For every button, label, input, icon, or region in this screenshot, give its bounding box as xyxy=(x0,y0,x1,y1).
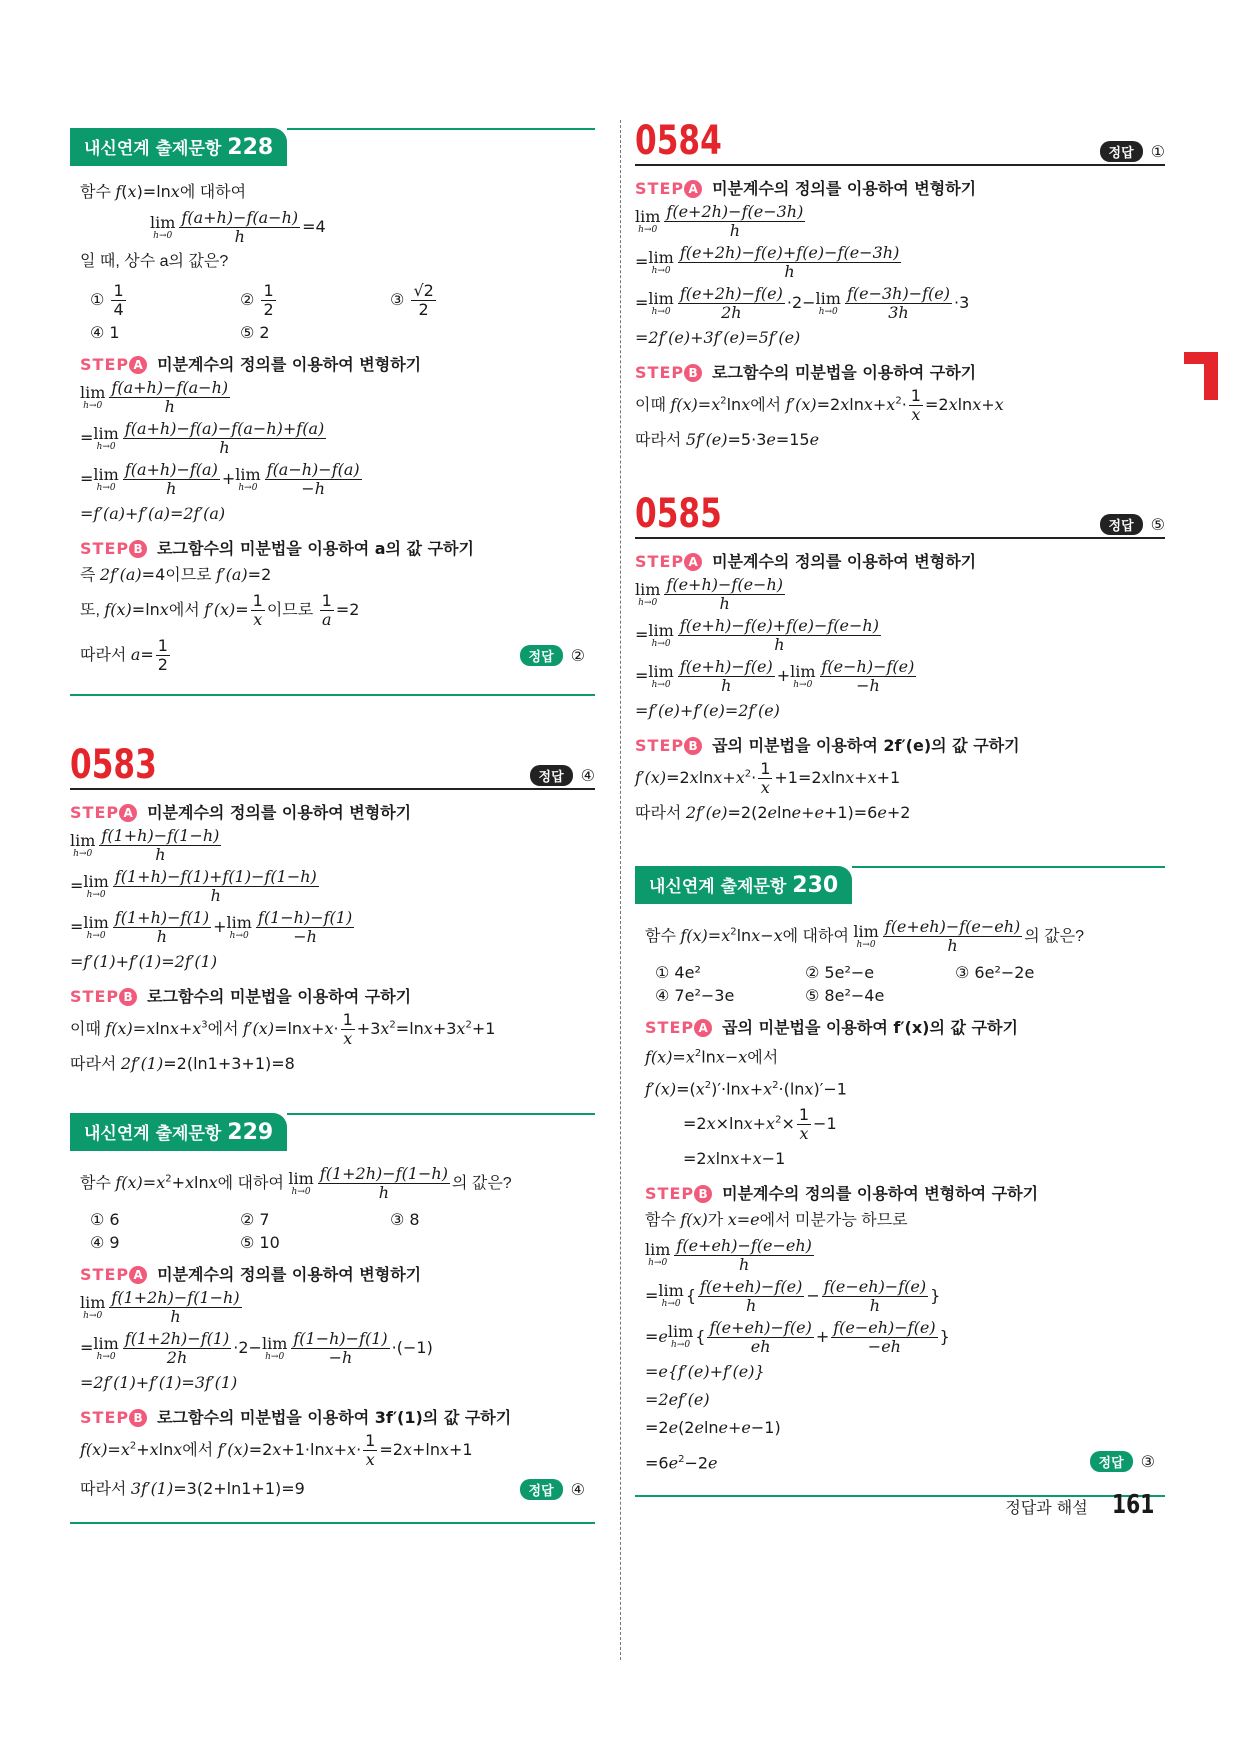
step-a: STEP A 미분계수의 정의를 이용하여 변형하기 xyxy=(70,803,412,822)
answer-228: 정답 ② xyxy=(520,645,585,666)
choice-3: ③ 8 xyxy=(390,1210,420,1229)
step-a: STEP A 미분계수의 정의를 이용하여 변형하기 xyxy=(80,355,422,374)
choice-5: ⑤ 8e²−4e xyxy=(805,986,885,1005)
choice-5: ⑤ 2 xyxy=(240,323,270,342)
problem-number: 0585 xyxy=(635,491,722,537)
step-b: STEP B 로그함수의 미분법을 이용하여 a의 값 구하기 xyxy=(80,539,474,558)
problem-number: 0584 xyxy=(635,118,722,164)
problem-number: 0583 xyxy=(70,742,157,788)
step-b: STEP B 로그함수의 미분법을 이용하여 구하기 xyxy=(70,987,412,1006)
answer-230: 정답 ③ xyxy=(1090,1451,1155,1472)
naeshin-box-title: 내신연계 출제문항 229 xyxy=(70,1113,287,1151)
footer-label: 정답과 해설 xyxy=(1005,1498,1088,1517)
problem-text: 함수 $f(x)=x^2+xlnx$에 대하여 lim h→0 $\frac{f(1+2h)-f(1-h)}{h}$ 의 값은? xyxy=(80,1164,512,1202)
choice-4: ④ 7e²−3e xyxy=(655,986,735,1005)
column-divider xyxy=(620,120,621,1660)
problem-0585: 0585 정답 ⑤ STEP A 미분계수의 정의를 이용하여 변형하기 lim h→0 $\frac{f(e+h)-f(e-h)}{h}$ = lim h→0 $\frac{f(e+h)-f(e)+f(e)-f(e-h)}{h}$ = lim h→0 $\frac{f(e+h)-f(e)}{h}$ + lim h→0 $\frac{f(e-h)-f(e)}{-h}$ =f′(e)+f′(e)=2f′(e) STEP B 곱의 미분법을 이용하여 2f′(e)의 값 구하기 $f'(x)=2xlnx+x^2\cdot$ $\frac{1}{x}$ +1=2xlnx+x+1 따라서 2f′(e)=2(2elne+e+1)=6e+2 xyxy=(635,491,1165,822)
answer-229: 정답 ④ xyxy=(520,1479,585,1500)
answer-0585: 정답 ⑤ xyxy=(1100,514,1165,535)
answer-choices xyxy=(90,282,585,342)
step-a: STEP A 미분계수의 정의를 이용하여 변형하기 xyxy=(635,179,977,198)
choice-3: ③ $\frac{√2}{2}$ xyxy=(390,281,434,319)
step-a: STEP A 곱의 미분법을 이용하여 f′(x)의 값 구하기 xyxy=(645,1018,1018,1037)
problem-equation: lim h→0 $\frac{f(a+h)-f(a-h)}{h}$ =4 xyxy=(150,208,326,246)
problem-0583: 0583 정답 ④ STEP A 미분계수의 정의를 이용하여 변형하기 lim h→0 $\frac{f(1+h)-f(1-h)}{h}$ = lim h→0 $\frac{f(1+h)-f(1)+f(1)-f(1-h)}{h}$ = lim h→0 $\frac{f(1+h)-f(1)}{h}$ + lim h→0 $\frac{f(1-h)-f(1)}{-h}$ =f′(1)+f′(1)=2f′(1) STEP B 로그함수의 미분법을 이용하여 구하기 이때 $f(x)=xlnx+x^3$에서 f′(x)=lnx+x· $\frac{1}{x}$ $+3x^2=\ln x+3x^2+1$ 따라서 2f′(1)=2(ln1+3+1)=8 xyxy=(70,742,595,1073)
naeshin-box-title: 내신연계 출제문항 228 xyxy=(70,128,287,166)
choice-2: ② $\frac{1}{2}$ xyxy=(240,281,274,319)
step-b: STEP B 로그함수의 미분법을 이용하여 구하기 xyxy=(635,363,977,382)
naeshin-box-229: 내신연계 출제문항 229 함수 $f(x)=x^2+xlnx$에 대하여 lim h→0 $\frac{f(1+2h)-f(1-h)}{h}$ 의 값은? ① 6 ② 7 ③ 8 ④ 9 ⑤ 10 STEP A 미분계수의 정의를 이용하여 변형하기 lim h→0 $\frac{f(1+2h)-f(1-h)}{h}$ = lim h→0 $\frac{f(1+2h)-f(1)}{2h}$ ·2− lim h→0 $\frac{f(1-h)-f(1)}{-h}$ ·(−1) =2f′(1)+f′(1)=3f′(1) STEP B 로그함수의 미분법을 이용하여 3f′(1)의 값 구하기 $f(x)=x^2+xlnx$에서 f′(x)=2x+1·lnx+x· $\frac{1}{x}$ =2x+lnx+1 따라서 3f′(1)=3(2+ln1+1)=9 정답 ④ xyxy=(70,1113,595,1524)
step-b: STEP B 미분계수의 정의를 이용하여 변형하여 구하기 xyxy=(645,1183,1039,1203)
answer-0584: 정답 ① xyxy=(1100,141,1165,162)
step-b: STEP B 곱의 미분법을 이용하여 2f′(e)의 값 구하기 xyxy=(635,736,1020,755)
left-column xyxy=(70,120,595,1524)
choice-4: ④ 9 xyxy=(90,1233,120,1252)
right-column xyxy=(635,120,1165,1497)
naeshin-box-230: 내신연계 출제문항 230 함수 $f(x)=x^2\ln x-x$에 대하여 lim h→0 $\frac{f(e+eh)-f(e-eh)}{h}$ 의 값은? ① 4e² ② 5e²−e ③ 6e²−2e ④ 7e²−3e ⑤ 8e²−4e STEP A 곱의 미분법을 이용하여 f′(x)의 값 구하기 $f(x)=x^2\ln x-x$에서 $f'(x)=(x^2)'\cdot\ln x+x^2\cdot(\ln x)'-1$ $=2x\times\ln x+x^2\times$ $\frac{1}{x}$ −1 =2xlnx+x−1 STEP B 미분계수의 정의를 이용하여 변형하여 구하기 함수 f(x)가 x=e에서 미분가능 하므로 lim h→0 $\frac{f(e+eh)-f(e-eh)}{h}$ = lim h→0 { $\frac{f(e+eh)-f(e)}{h}$ − $\frac{f(e-eh)-f(e)}{h}$ } =e lim h→0 { $\frac{f(e+eh)-f(e)}{eh}$ + $\frac{f(e-eh)-f(e)}{-eh}$ } =e{f′(e)+f′(e)} =2ef′(e) =2e(2elne+e−1) $=6e^2-2e$ 정답 ③ xyxy=(635,866,1165,1497)
choice-1: ① 6 xyxy=(90,1210,120,1229)
choice-1: ① $\frac{1}{4}$ xyxy=(90,281,124,319)
problem-text: 함수 f(x)=lnx에 대하여 xyxy=(80,182,247,201)
page-footer xyxy=(1005,1490,1160,1520)
answer-0583: 정답 ④ xyxy=(530,765,595,786)
chapter-tab-marker-bar xyxy=(1204,352,1218,400)
problem-text: 함수 $f(x)=x^2\ln x-x$에 대하여 lim h→0 $\frac{f(e+eh)-f(e-eh)}{h}$ 의 값은? xyxy=(645,917,1084,955)
choice-5: ⑤ 10 xyxy=(240,1233,280,1252)
page-number: 161 xyxy=(1111,1490,1155,1520)
step-a: STEP A 미분계수의 정의를 이용하여 변형하기 xyxy=(635,552,977,571)
choice-4: ④ 1 xyxy=(90,323,120,342)
naeshin-box-228: 내신연계 출제문항 228 함수 f(x)=lnx에 대하여 lim h→0 $\frac{f(a+h)-f(a-h)}{h}$ =4 일 때, 상수 a의 값은? ① $\frac{1}{4}$ ② $\frac{1}{2}$ ③ $\frac{√2}{2}$ ④ 1 ⑤ 2 STEP A 미분계수의 정의를 이용하여 변형하기 lim h→0 $\frac{f(a+h)-f(a-h)}{h}$ = lim h→0 $\frac{f(a+h)-f(a)-f(a-h)+f(a)}{h}$ = lim h→0 $\frac{f(a+h)-f(a)}{h}$ + lim h→0 $\frac{f(a-h)-f(a)}{-h}$ =f′(a)+f′(a)=2f′(a) STEP B 로그함수의 미분법을 이용하여 a의 값 구하기 즉 2f′(a)=4이므로 f′(a)=2 또, f(x)=lnx에서 f′(x)= $\frac{1}{x}$ 이므로 $\frac{1}{a}$ =2 따라서 a= $\frac{1}{2}$ 정답 ② xyxy=(70,128,595,696)
step-b: STEP B 로그함수의 미분법을 이용하여 3f′(1)의 값 구하기 xyxy=(80,1408,512,1427)
naeshin-box-title: 내신연계 출제문항 230 xyxy=(635,866,852,904)
choice-2: ② 7 xyxy=(240,1210,270,1229)
choice-2: ② 5e²−e xyxy=(805,963,875,982)
choice-1: ① 4e² xyxy=(655,963,701,982)
problem-0584: 0584 정답 ① STEP A 미분계수의 정의를 이용하여 변형하기 lim h→0 $\frac{f(e+2h)-f(e-3h)}{h}$ = lim h→0 $\frac{f(e+2h)-f(e)+f(e)-f(e-3h)}{h}$ = lim h→0 $\frac{f(e+2h)-f(e)}{2h}$ ·2− lim h→0 $\frac{f(e-3h)-f(e)}{3h}$ ·3 =2f′(e)+3f′(e)=5f′(e) STEP B 로그함수의 미분법을 이용하여 구하기 이때 $f(x)=x^2\ln x$에서 $f'(x)=2xlnx+x^2\cdot$ $\frac{1}{x}$ =2xlnx+x 따라서 5f′(e)=5·3e=15e xyxy=(635,118,1165,449)
problem-question: 일 때, 상수 a의 값은? xyxy=(80,253,229,270)
step-a: STEP A 미분계수의 정의를 이용하여 변형하기 xyxy=(80,1265,422,1284)
answer-choices xyxy=(655,963,1155,1005)
choice-3: ③ 6e²−2e xyxy=(955,963,1035,982)
answer-choices xyxy=(90,1210,585,1252)
